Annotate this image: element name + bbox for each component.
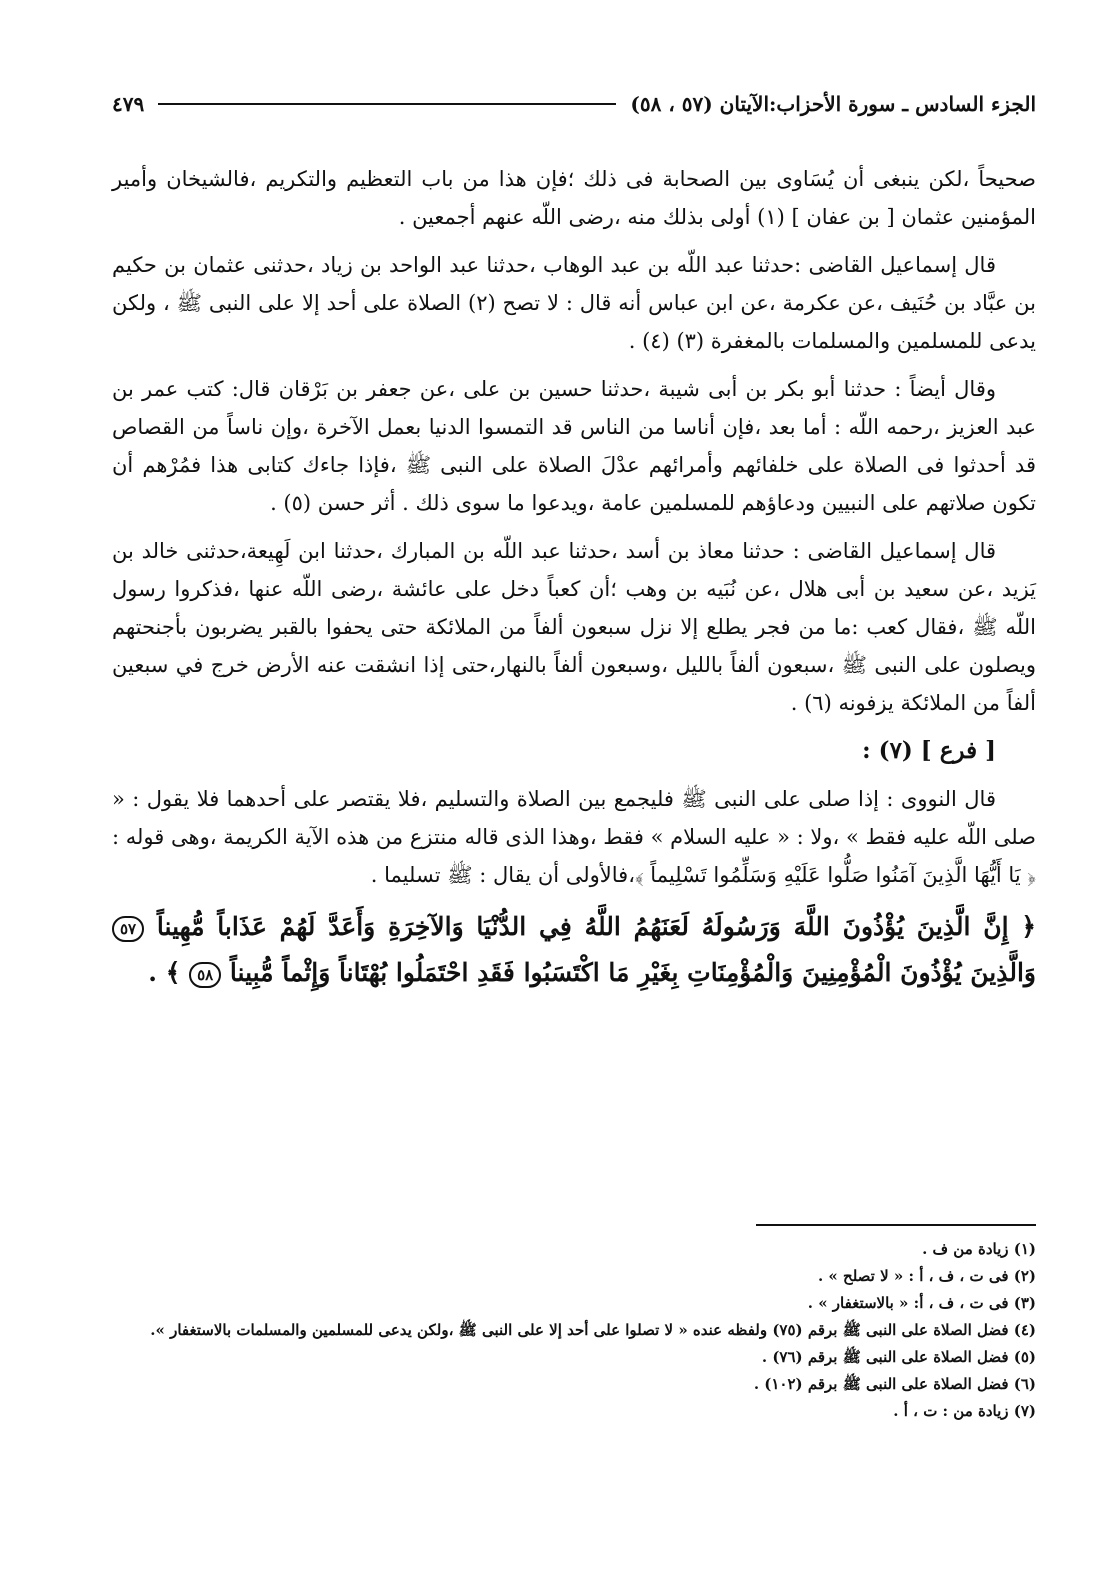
- footnote: (٤) فضل الصلاة على النبى ﷺ برقم (٧٥) ولفظه عنده « لا تصلوا على أحد إلا على النبى ﷺ ،ولكن يدعى للمسلمين والمسلمات بالاستغفار ».: [150, 1321, 1036, 1339]
- section-heading: [ فرع ] (٧) :: [862, 737, 996, 764]
- paragraph: قال إسماعيل القاضى :حدثنا عبد اللّه بن عبد الوهاب ،حدثنا عبد الواحد بن زياد ،حدثنى عثمان بن حكيم بن عبَّاد بن حُنَيف ،عن عكرمة ،عن ابن عباس أنه قال : لا تصح (٢) الصلاة على أحد إلا على النبى ﷺ ، ولكن يدعى للمسلمين والمسلمات بالمغفرة (٣) (٤) .: [112, 253, 1036, 353]
- footnote-divider: [756, 1224, 1036, 1226]
- footnote: (٧) زيادة من : ت ، أ .: [893, 1402, 1036, 1420]
- running-header: [112, 84, 1036, 124]
- header-title: الجزء السادس ـ سورة الأحزاب:الآيتان (٥٧ ، ٥٨): [630, 92, 1036, 116]
- verse-number-58: ٥٨: [189, 962, 221, 988]
- verse-text-58: وَالَّذِينَ يُؤْذُونَ الْمُؤْمِنِينَ وَالْمُؤْمِنَاتِ بِغَيْرِ مَا اكْتَسَبُوا فَقَدِ احْتَمَلُوا بُهْتَاناً وَإِثْماً مُّبِيناً: [229, 958, 1036, 987]
- paragraph: قال النووى : إذا صلى على النبى ﷺ فليجمع بين الصلاة والتسليم ،فلا يقتصر على أحدهما فلا يقول : « صلى اللّه عليه فقط » ،ولا : « عليه السلام » فقط ،وهذا الذى قاله منتزع من هذه الآية الكريمة ،وهى قوله : ﴿ يَا أَيُّهَا الَّذِينَ آمَنُوا صَلُّوا عَلَيْهِ وَسَلِّمُوا تَسْلِيماً ﴾،فالأولى أن يقال : ﷺ تسليما .: [112, 787, 1036, 887]
- paragraph: وقال أيضاً : حدثنا أبو بكر بن أبى شيبة ،حدثنا حسين بن على ،عن جعفر بن بَرْقان قال: كتب عمر بن عبد العزيز ،رحمه اللّه : أما بعد ،فإن أناسا من الناس قد التمسوا الدنيا بعمل الآخرة ،وإن ناساً من القصاص قد أحدثوا فى الصلاة على خلفائهم وأمرائهم عدْلَ الصلاة على النبى ﷺ ،فإذا جاءك كتابى هذا فمُرْهم أن تكون صلاتهم على النبيين ودعاؤهم للمسلمين عامة ،ويدعوا ما سوى ذلك . أثر حسن (٥) .: [112, 377, 1036, 515]
- verse-number-57: ٥٧: [112, 916, 144, 942]
- verse-text-57: ﴿ إِنَّ الَّذِينَ يُؤْذُونَ اللَّهَ وَرَسُولَهُ لَعَنَهُمُ اللَّهُ فِي الدُّنْيَا وَالآخِرَةِ وَأَعَدَّ لَهُمْ عَذَاباً مُّهِيناً: [156, 912, 1036, 941]
- footnote: (٦) فضل الصلاة على النبى ﷺ برقم (١٠٢) .: [753, 1375, 1036, 1393]
- verse-end-bracket: ﴾ .: [148, 958, 181, 987]
- footnote: (٣) فى ت ، ف ، أ: « بالاستغفار » .: [807, 1294, 1036, 1312]
- footnotes: [112, 1236, 1036, 1425]
- paragraph: صحيحاً ،لكن ينبغى أن يُسَاوى بين الصحابة فى ذلك ؛فإن هذا من باب التعظيم والتكريم ،فالشيخان وأمير المؤمنين عثمان [ بن عفان ] (١) أولى بذلك منه ،رضى اللّه عنهم أجمعين .: [112, 167, 1036, 229]
- page-number: ٤٧٩: [112, 92, 145, 116]
- footnote: (١) زيادة من ف .: [922, 1240, 1036, 1258]
- paragraph: قال إسماعيل القاضى : حدثنا معاذ بن أسد ،حدثنا عبد اللّه بن المبارك ،حدثنا ابن لَهِيعة،حدثنى خالد بن يَزيد ،عن سعيد بن أبى هلال ،عن نُبَيه بن وهب ؛أن كعباً دخل على عائشة ،رضى اللّه عنها ،فذكروا رسول اللّه ﷺ ،فقال كعب :ما من فجر يطلع إلا نزل سبعون ألفاً من الملائكة حتى يحفوا بالقبر يضربون بأجنحتهم ويصلون على النبى ﷺ ،سبعون ألفاً بالليل ،وسبعون ألفاً بالنهار،حتى إذا انشقت عنه الأرض خرج في سبعين ألفاً من الملائكة يزفونه (٦) .: [112, 539, 1036, 715]
- footnote: (٥) فضل الصلاة على النبى ﷺ برقم (٧٦) .: [761, 1348, 1036, 1366]
- header-rule: [158, 103, 616, 105]
- quran-verse: [112, 904, 1036, 996]
- footnote: (٢) فى ت ، ف ، أ : « لا تصلح » .: [817, 1267, 1036, 1285]
- main-text: [112, 160, 1036, 1014]
